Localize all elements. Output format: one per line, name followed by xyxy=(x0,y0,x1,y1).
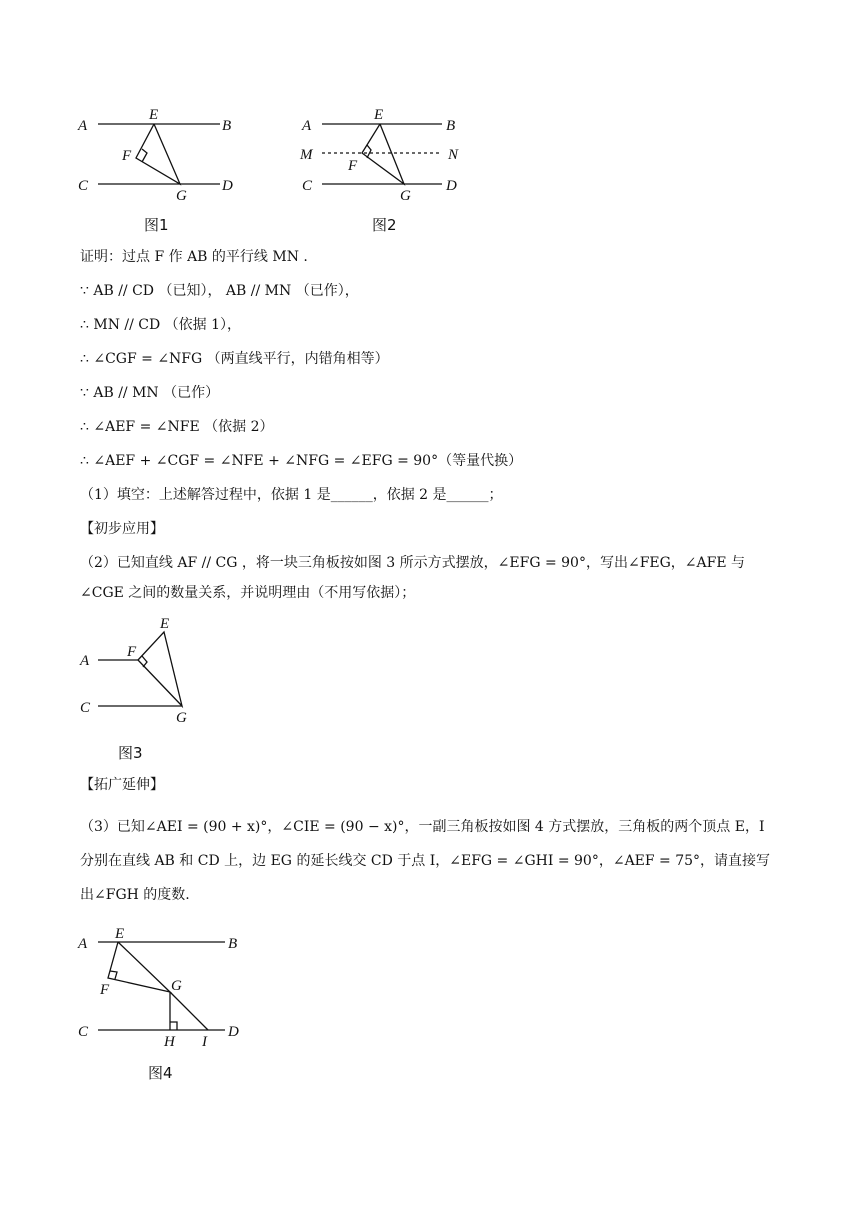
label-c: C xyxy=(78,178,89,194)
right-angle-mark-h xyxy=(170,1022,177,1030)
label-a: A xyxy=(80,653,90,669)
label-a: A xyxy=(78,118,88,134)
figure-1 xyxy=(70,100,250,210)
proof-line-2: ∵ AB // CD （已知）， AB // MN （已作）， xyxy=(80,283,359,299)
figure-3-caption: 图3 xyxy=(118,744,143,762)
label-e: E xyxy=(160,616,170,632)
right-angle-mark xyxy=(367,145,371,158)
proof-line-5: ∵ AB // MN （已作） xyxy=(80,385,220,401)
label-d: D xyxy=(222,178,233,194)
label-c: C xyxy=(302,178,313,194)
figure-4-caption: 图4 xyxy=(148,1064,173,1082)
figure-3 xyxy=(70,612,210,727)
label-f: F xyxy=(348,158,358,174)
label-d: D xyxy=(228,1024,239,1040)
label-f: F xyxy=(100,982,110,998)
triangle-efg xyxy=(136,124,180,184)
right-angle-mark-f xyxy=(110,971,117,979)
label-b: B xyxy=(228,936,238,952)
label-g: G xyxy=(176,710,187,726)
label-c: C xyxy=(78,1024,89,1040)
proof-line-3: ∴ MN // CD （依据 1）， xyxy=(80,317,242,333)
proof-line-1: 证明：过点 F 作 AB 的平行线 MN . xyxy=(80,249,308,265)
section-initial-application: 【初步应用】 xyxy=(80,521,164,537)
proof-line-7: ∴ ∠AEF + ∠CGF = ∠NFE + ∠NFG = ∠EFG = 90°（等量代换） xyxy=(80,453,523,469)
label-e: E xyxy=(149,107,159,123)
figure-4 xyxy=(70,920,260,1055)
question-2: （2）已知直线 AF // CG ，将一块三角板按如图 3 所示方式摆放，∠EFG = 90°，写出∠FEG，∠AFE 与∠CGE 之间的数量关系，并说明理由（不用写依据）； xyxy=(80,555,746,601)
label-i: I xyxy=(202,1034,207,1050)
figure-2 xyxy=(292,100,482,210)
proof-line-4: ∴ ∠CGF = ∠NFG （两直线平行，内错角相等） xyxy=(80,351,389,367)
right-angle-mark xyxy=(142,149,147,162)
line-ei xyxy=(170,992,208,1030)
label-h: H xyxy=(164,1034,175,1050)
label-g: G xyxy=(171,978,182,994)
section-extension: 【拓广延伸】 xyxy=(80,777,164,793)
label-d: D xyxy=(446,178,457,194)
label-m: M xyxy=(300,147,313,163)
figure-1-caption: 图1 xyxy=(144,216,169,234)
label-g: G xyxy=(176,188,187,204)
question-3: （3）已知∠AEI = (90 + x)°，∠CIE = (90 − x)°，一副三角板按如图 4 方式摆放，三角板的两个顶点 E，I 分别在直线 AB 和 CD 上，边 EG 的延长线交 CD 于点 I，∠EFG = ∠GHI = 90°，∠AEF = 75°，请直接写出∠FGH 的度数. xyxy=(80,819,771,903)
triangle-efg xyxy=(108,942,170,992)
label-a: A xyxy=(302,118,312,134)
triangle-efg xyxy=(138,632,182,706)
figure-2-caption: 图2 xyxy=(372,216,397,234)
label-b: B xyxy=(222,118,232,134)
label-n: N xyxy=(448,147,459,163)
label-g: G xyxy=(400,188,411,204)
label-e: E xyxy=(115,926,125,942)
label-f: F xyxy=(127,644,137,660)
label-f: F xyxy=(122,148,132,164)
label-c: C xyxy=(80,700,91,716)
label-e: E xyxy=(374,107,384,123)
proof-line-6: ∴ ∠AEF = ∠NFE （依据 2） xyxy=(80,419,274,435)
label-a: A xyxy=(78,936,88,952)
label-b: B xyxy=(446,118,456,134)
question-1: （1）填空：上述解答过程中，依据 1 是______，依据 2 是______； xyxy=(80,487,503,503)
